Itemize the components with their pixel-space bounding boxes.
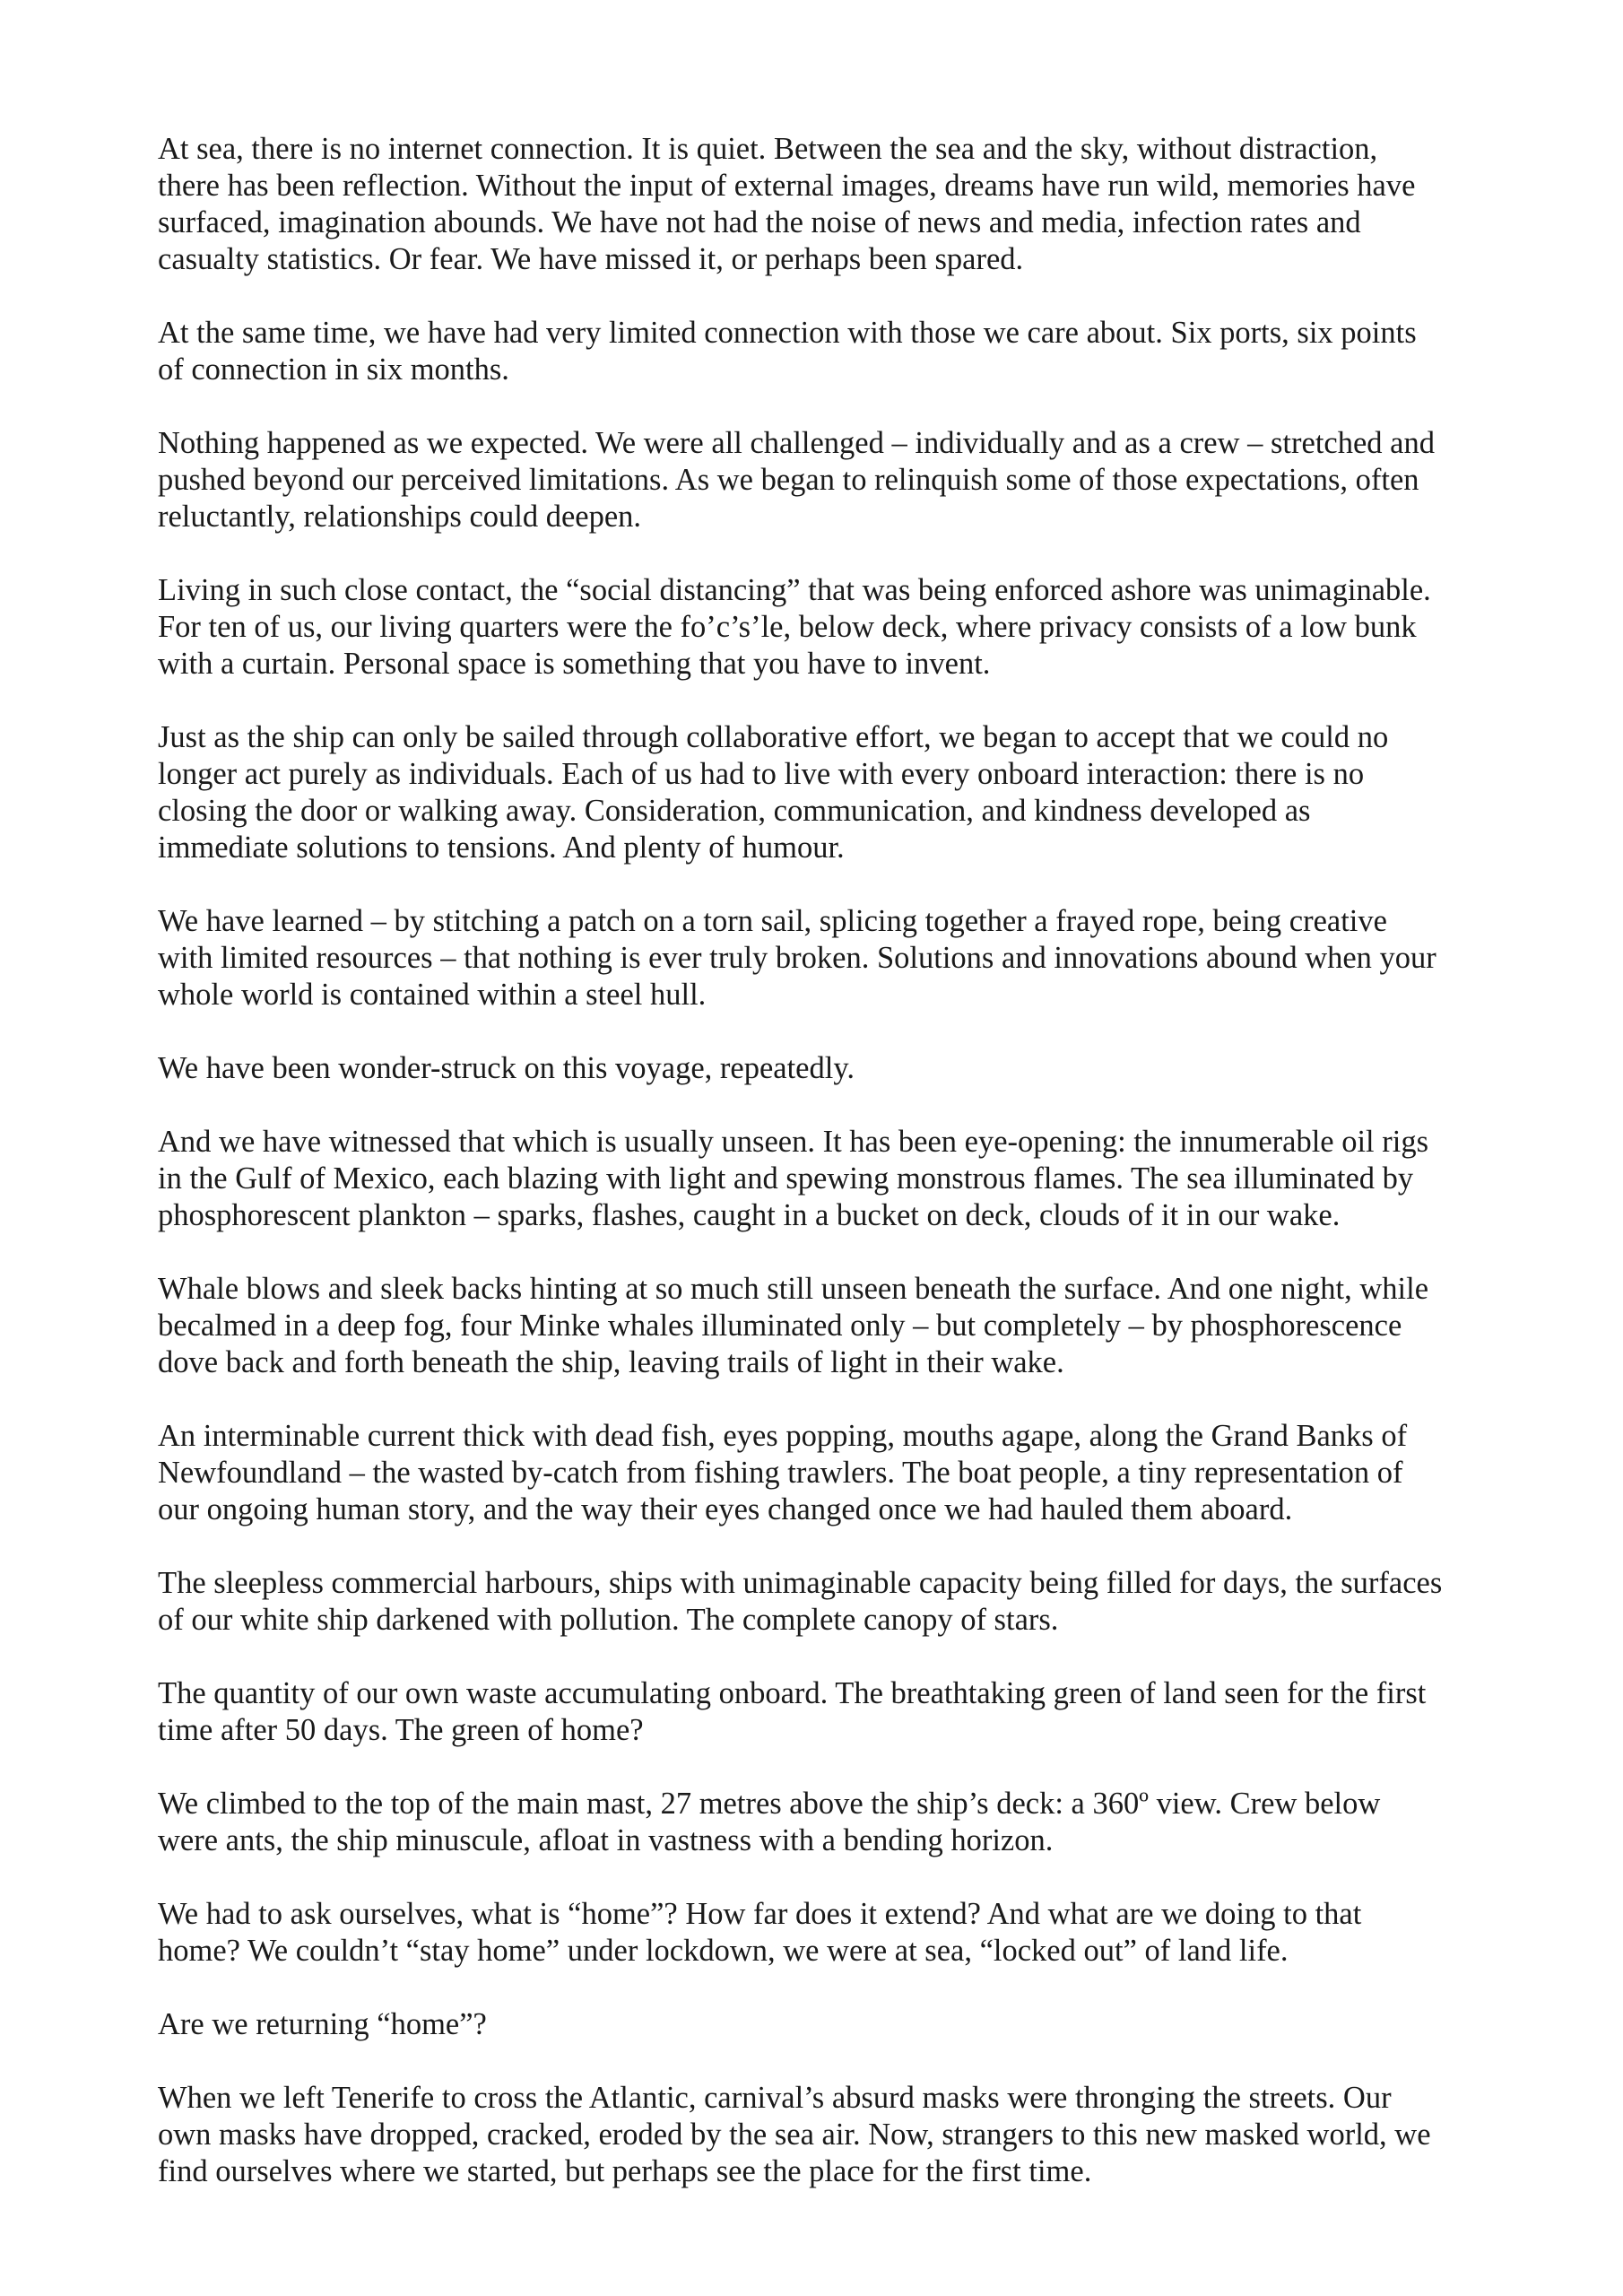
paragraph-11: The sleepless commercial harbours, ships with unimaginable capacity being filled for days, the surfaces of our white ship darkened with pollution. The complete canopy of stars. (158, 1566, 1443, 1637)
paragraph-13: We climbed to the top of the main mast, 27 metres above the ship’s deck: a 360º view. Crew below were ants, the ship minuscule, afloat in vastness with a bending horizon. (158, 1787, 1381, 1857)
paragraph-6: We have learned – by stitching a patch on a torn sail, splicing together a frayed rope, being creative with limited resources – that nothing is ever truly broken. Solutions and innovations abound when your whole world is contained within a steel hull. (158, 904, 1436, 1012)
paragraph-12: The quantity of our own waste accumulating onboard. The breathtaking green of land seen for the first time after 50 days. The green of home? (158, 1676, 1427, 1747)
paragraph-16: When we left Tenerife to cross the Atlantic, carnival’s absurd masks were thronging the streets. Our own masks have dropped, cracked, eroded by the sea air. Now, strangers to this new masked world, we find ourselves where we started, but perhaps see the place for the first time. (158, 2081, 1431, 2188)
paragraph-14: We had to ask ourselves, what is “home”? How far does it extend? And what are we doing to that home? We couldn’t “stay home” under lockdown, we were at sea, “locked out” of land life. (158, 1897, 1362, 1968)
paragraph-5: Just as the ship can only be sailed through collaborative effort, we began to accept that we could no longer act purely as individuals. Each of us had to live with every onboard interaction: there is no closing the door or walking away. Consideration, communication, and kindness developed as immediate solutions to tensions. And plenty of humour. (158, 720, 1389, 865)
paragraph-2: At the same time, we have had very limited connection with those we care about. Six ports, six points of connection in six months. (158, 316, 1417, 387)
paragraph-3: Nothing happened as we expected. We were all challenged – individually and as a crew – stretched and pushed beyond our perceived limitations. As we began to relinquish some of those expectations, often reluctantly, relationships could deepen. (158, 426, 1435, 534)
paragraph-8: And we have witnessed that which is usually unseen. It has been eye-opening: the innumerable oil rigs in the Gulf of Mexico, each blazing with light and spewing monstrous flames. The sea illuminated by phosphorescent plankton – sparks, flashes, caught in a bucket on deck, clouds of it in our wake. (158, 1125, 1429, 1232)
paragraph-4: Living in such close contact, the “social distancing” that was being enforced ashore was unimaginable. For ten of us, our living quarters were the fo’c’s’le, below deck, where privacy consists of a low bunk with a curtain. Personal space is something that you have to invent. (158, 573, 1431, 681)
document-body (158, 131, 1485, 2190)
paragraph-7: We have been wonder-struck on this voyage, repeatedly. (158, 1051, 855, 1085)
paragraph-10: An interminable current thick with dead fish, eyes popping, mouths agape, along the Grand Banks of Newfoundland – the wasted by-catch from fishing trawlers. The boat people, a tiny representation of our ongoing human story, and the way their eyes changed once we had hauled them aboard. (158, 1419, 1408, 1526)
paragraph-1: At sea, there is no internet connection. It is quiet. Between the sea and the sky, without distraction, there has been reflection. Without the input of external images, dreams have run wild, memories have surfaced, imagination abounds. We have not had the noise of news and media, infection rates and casualty statistics. Or fear. We have missed it, or perhaps been spared. (158, 132, 1416, 276)
paragraph-9: Whale blows and sleek backs hinting at so much still unseen beneath the surface. And one night, while becalmed in a deep fog, four Minke whales illuminated only – but completely – by phosphorescence dove back and forth beneath the ship, leaving trails of light in their wake. (158, 1272, 1429, 1379)
paragraph-15: Are we returning “home”? (158, 2007, 487, 2041)
